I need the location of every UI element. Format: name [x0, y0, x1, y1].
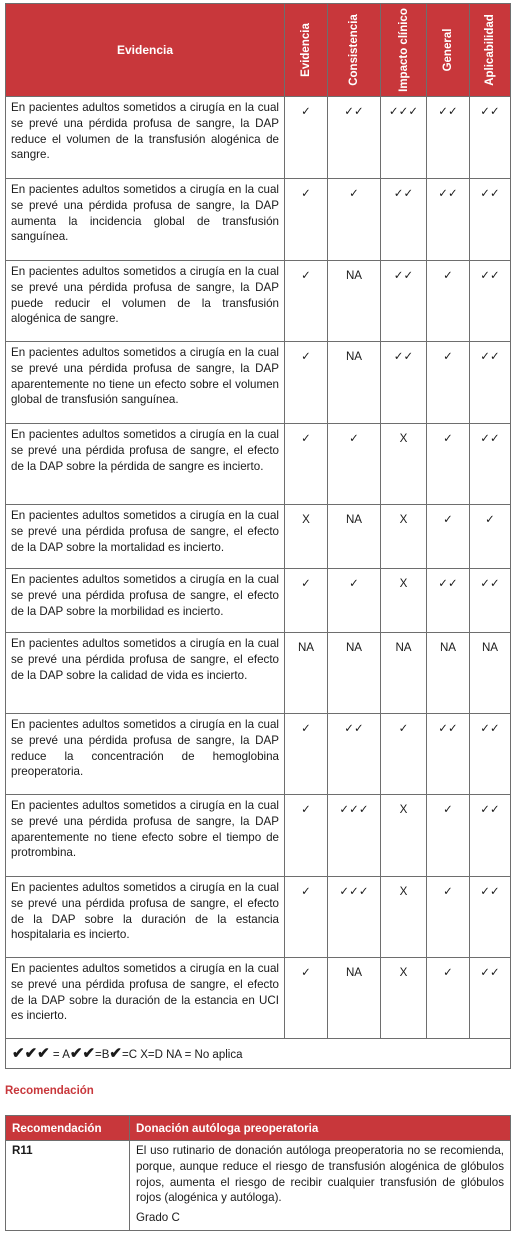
rating-consistencia: NA [328, 261, 381, 342]
recommendation-heading: Recomendación [5, 1085, 94, 1097]
rating-consistencia: ✓ [328, 179, 381, 261]
evidence-statement: En pacientes adultos sometidos a cirugía en la cual se prevé una pérdida profusa de sangre, la DAP aparentemente no tiene efecto sobre el tiempo de protrombina. [6, 795, 285, 877]
rating-impacto-clinico: X [381, 505, 427, 569]
rating-general: ✓ [427, 342, 470, 424]
rating-evidencia: ✓ [285, 569, 328, 633]
rating-impacto-clinico: ✓✓ [381, 342, 427, 424]
rating-consistencia: ✓ [328, 424, 381, 505]
rating-impacto-clinico: NA [381, 633, 427, 714]
evidence-statement: En pacientes adultos sometidos a cirugía en la cual se prevé una pérdida profusa de sangre, la DAP reduce la concentración de hemoglobina preoperatoria. [6, 714, 285, 795]
evidence-statement: En pacientes adultos sometidos a cirugía en la cual se prevé una pérdida profusa de sangre, la DAP aparentemente no tiene un efecto sobre el volumen global de transfusión sanguínea. [6, 342, 285, 424]
rating-impacto-clinico: X [381, 424, 427, 505]
recommendation-table [5, 1115, 511, 1231]
rating-consistencia: ✓ [328, 569, 381, 633]
rating-aplicabilidad: ✓✓ [470, 424, 511, 505]
table-row [6, 877, 511, 958]
table-row [6, 424, 511, 505]
header-general [427, 4, 470, 97]
rating-aplicabilidad: ✓✓ [470, 877, 511, 958]
evidence-statement: En pacientes adultos sometidos a cirugía en la cual se prevé una pérdida profusa de sangre, el efecto de la DAP sobre la duración de la estancia hospitalaria es incierto. [6, 877, 285, 958]
evidence-statement: En pacientes adultos sometidos a cirugía en la cual se prevé una pérdida profusa de sangre, el efecto de la DAP sobre la pérdida de sangre es incierto. [6, 424, 285, 505]
recommendation-col-code: Recomendación [6, 1116, 130, 1141]
recommendation-code: R11 [6, 1141, 130, 1231]
rating-impacto-clinico: ✓✓ [381, 179, 427, 261]
rating-aplicabilidad: ✓✓ [470, 179, 511, 261]
rating-aplicabilidad: ✓✓ [470, 97, 511, 179]
rating-general: ✓✓ [427, 569, 470, 633]
header-label: General [442, 28, 454, 72]
rating-consistencia: ✓✓✓ [328, 795, 381, 877]
recommendation-header-row [6, 1116, 511, 1141]
evidence-statement: En pacientes adultos sometidos a cirugía en la cual se prevé una pérdida profusa de sangre, el efecto de la DAP sobre la mortalidad es incierto. [6, 505, 285, 569]
rating-impacto-clinico: X [381, 877, 427, 958]
legend-row [6, 1039, 511, 1069]
rating-evidencia: NA [285, 633, 328, 714]
table-row [6, 569, 511, 633]
rating-aplicabilidad: ✓✓ [470, 261, 511, 342]
rating-aplicabilidad: ✓ [470, 505, 511, 569]
rating-consistencia: NA [328, 342, 381, 424]
header-evidencia: Evidencia [6, 4, 285, 97]
rating-evidencia: ✓ [285, 424, 328, 505]
evidence-statement: En pacientes adultos sometidos a cirugía en la cual se prevé una pérdida profusa de sangre, el efecto de la DAP sobre la calidad de vida es incierto. [6, 633, 285, 714]
rating-evidencia: ✓ [285, 795, 328, 877]
rating-evidencia: ✓ [285, 714, 328, 795]
rating-consistencia: ✓✓ [328, 97, 381, 179]
rating-evidencia: ✓ [285, 179, 328, 261]
rating-general: ✓ [427, 505, 470, 569]
legend-c-mark: ✔ [109, 1045, 122, 1062]
rating-impacto-clinico: X [381, 569, 427, 633]
rating-aplicabilidad: ✓✓ [470, 569, 511, 633]
legend-c-text: =C X=D NA = No aplica [121, 1049, 243, 1061]
evidence-statement: En pacientes adultos sometidos a cirugía en la cual se prevé una pérdida profusa de sangre, la DAP reduce el volumen de la transfusión alogénica de sangre. [6, 97, 285, 179]
rating-consistencia: ✓✓ [328, 714, 381, 795]
rating-general: ✓ [427, 424, 470, 505]
legend-b-text: =B [95, 1049, 110, 1061]
rating-evidencia: ✓ [285, 958, 328, 1039]
header-impacto-clinico [381, 4, 427, 97]
rating-consistencia: NA [328, 505, 381, 569]
header-label: Consistencia [348, 14, 360, 86]
header-aplicabilidad [470, 4, 511, 97]
table-body [6, 97, 511, 1039]
rating-aplicabilidad: ✓✓ [470, 342, 511, 424]
rating-aplicabilidad: ✓✓ [470, 795, 511, 877]
rating-general: ✓✓ [427, 179, 470, 261]
rating-general: NA [427, 633, 470, 714]
rating-evidencia: ✓ [285, 261, 328, 342]
rating-impacto-clinico: ✓✓ [381, 261, 427, 342]
recommendation-grade: Grado C [136, 1211, 180, 1225]
rating-evidencia: ✓ [285, 97, 328, 179]
legend-a-text: = A [49, 1049, 70, 1061]
table-row [6, 958, 511, 1039]
recommendation-col-title: Donación autóloga preoperatoria [130, 1116, 511, 1141]
table-row [6, 633, 511, 714]
header-consistencia [328, 4, 381, 97]
rating-general: ✓✓ [427, 714, 470, 795]
recommendation-row [6, 1141, 511, 1231]
header-label: Evidencia [300, 23, 312, 77]
table-row [6, 179, 511, 261]
rating-evidencia: X [285, 505, 328, 569]
evidence-table [5, 3, 511, 1069]
rating-general: ✓ [427, 877, 470, 958]
table-row [6, 342, 511, 424]
rating-consistencia: ✓✓✓ [328, 877, 381, 958]
rating-impacto-clinico: X [381, 795, 427, 877]
table-row [6, 261, 511, 342]
rating-evidencia: ✓ [285, 342, 328, 424]
header-evidencia-rating [285, 4, 328, 97]
rating-general: ✓✓ [427, 97, 470, 179]
table-header-row [6, 4, 511, 97]
evidence-statement: En pacientes adultos sometidos a cirugía en la cual se prevé una pérdida profusa de sangre, la DAP puede reducir el volumen de la transfusión alogénica de sangre. [6, 261, 285, 342]
table-row [6, 795, 511, 877]
evidence-statement: En pacientes adultos sometidos a cirugía en la cual se prevé una pérdida profusa de sangre, la DAP aumenta la incidencia global de transfusión sanguínea. [6, 179, 285, 261]
legend [6, 1039, 511, 1069]
recommendation-cell [130, 1141, 511, 1231]
legend-b-mark: ✔✔ [69, 1045, 96, 1062]
rating-impacto-clinico: X [381, 958, 427, 1039]
rating-evidencia: ✓ [285, 877, 328, 958]
table-row [6, 714, 511, 795]
recommendation-text: El uso rutinario de donación autóloga preoperatoria no se recomienda, porque, aunque reduce el riesgo de transfusión alogénica de glóbulos rojos, aumenta el riesgo de recibir cualquier transfusión de glóbulos rojos (alogénica y autóloga). [136, 1144, 504, 1205]
evidence-statement: En pacientes adultos sometidos a cirugía en la cual se prevé una pérdida profusa de sangre, el efecto de la DAP sobre la morbilidad es incierto. [6, 569, 285, 633]
rating-general: ✓ [427, 261, 470, 342]
rating-aplicabilidad: NA [470, 633, 511, 714]
table-row [6, 97, 511, 179]
legend-a-mark: ✔✔✔ [12, 1045, 50, 1062]
table-row [6, 505, 511, 569]
rating-aplicabilidad: ✓✓ [470, 714, 511, 795]
rating-impacto-clinico: ✓✓✓ [381, 97, 427, 179]
header-label: Aplicabilidad [484, 14, 496, 86]
evidence-statement: En pacientes adultos sometidos a cirugía en la cual se prevé una pérdida profusa de sangre, el efecto de la DAP sobre la duración de la estancia en UCI es incierto. [6, 958, 285, 1039]
rating-consistencia: NA [328, 958, 381, 1039]
rating-general: ✓ [427, 795, 470, 877]
header-label: Impacto clínico [397, 8, 410, 92]
rating-general: ✓ [427, 958, 470, 1039]
rating-aplicabilidad: ✓✓ [470, 958, 511, 1039]
rating-impacto-clinico: ✓ [381, 714, 427, 795]
rating-consistencia: NA [328, 633, 381, 714]
